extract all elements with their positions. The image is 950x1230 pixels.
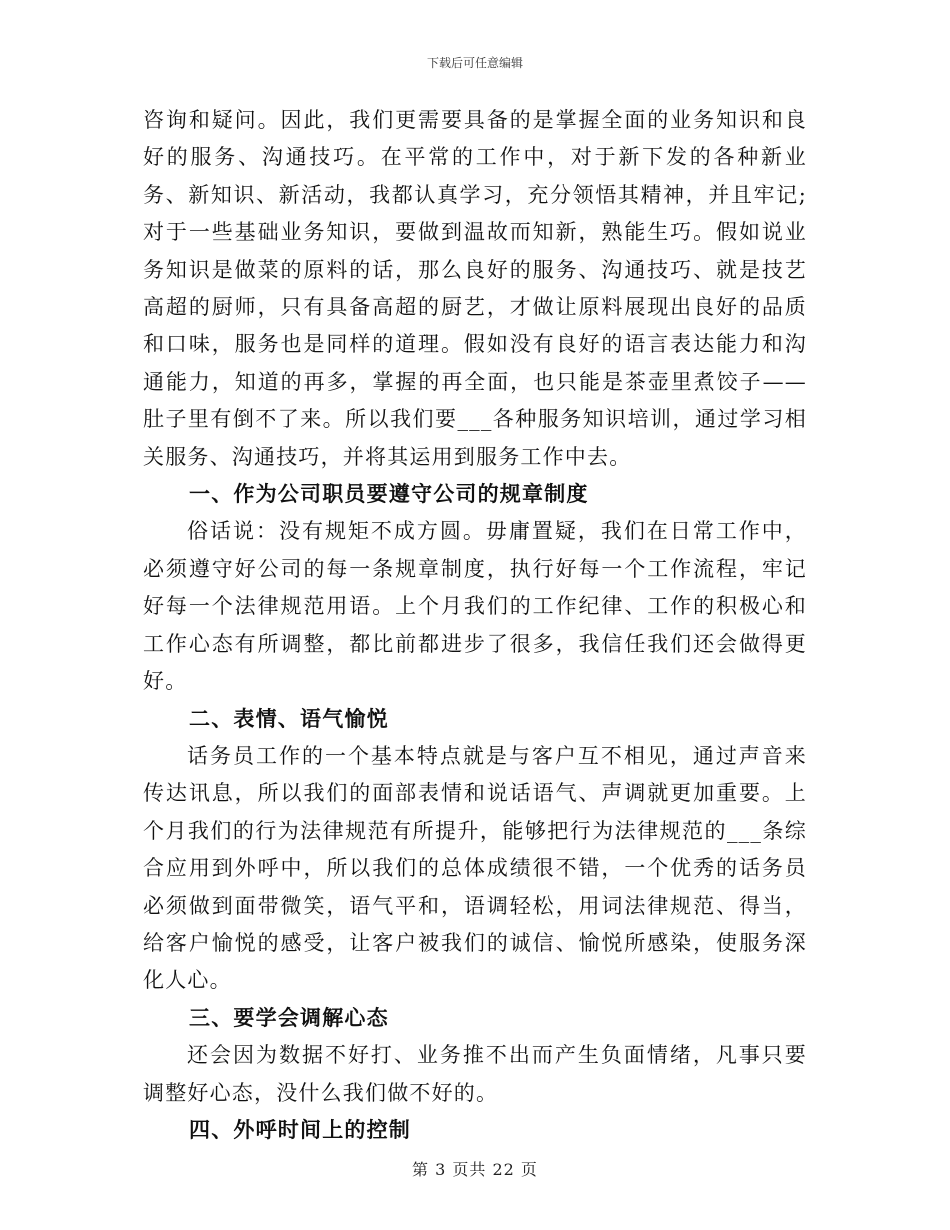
header-note: 下载后可任意编辑	[426, 56, 523, 70]
section-paragraph-3: 还会因为数据不好打、业务推不出而产生负面情绪，凡事只要调整好心态，没什么我们做不好的。	[143, 1043, 807, 1105]
page-number: 第 3 页共 22 页	[412, 1160, 538, 1179]
section-heading-2: 二、表情、语气愉悦	[189, 706, 389, 731]
document-body	[143, 102, 807, 1149]
section-heading-1: 一、作为公司职员要遵守公司的规章制度	[189, 482, 589, 507]
section-heading-4: 四、外呼时间上的控制	[189, 1117, 411, 1142]
section-paragraph-2: 话务员工作的一个基本特点就是与客户互不相见，通过声音来传达讯息，所以我们的面部表情和说话语气、声调就更加重要。上个月我们的行为法律规范有所提升，能够把行为法律规范的___条综合应用到外呼中，所以我们的总体成绩很不错，一个优秀的话务员必须做到面带微笑，语气平和，语调轻松，用词法律规范、得当，给客户愉悦的感受，让客户被我们的诚信、愉悦所感染，使服务深化人心。	[143, 743, 807, 993]
intro-paragraph: 咨询和疑问。因此，我们更需要具备的是掌握全面的业务知识和良好的服务、沟通技巧。在平常的工作中，对于新下发的各种新业务、新知识、新活动，我都认真学习，充分领悟其精神，并且牢记;对于一些基础业务知识，要做到温故而知新，熟能生巧。假如说业务知识是做菜的原料的话，那么良好的服务、沟通技巧、就是技艺高超的厨师，只有具备高超的厨艺，才做让原料展现出良好的品质和口味，服务也是同样的道理。假如没有良好的语言表达能力和沟通能力，知道的再多，掌握的再全面，也只能是茶壶里煮饺子——肚子里有倒不了来。所以我们要___各种服务知识培训，通过学习相关服务、沟通技巧，并将其运用到服务工作中去。	[143, 108, 807, 469]
section-heading-3: 三、要学会调解心态	[189, 1005, 389, 1030]
section-paragraph-1: 俗话说：没有规矩不成方圆。毋庸置疑，我们在日常工作中，必须遵守好公司的每一条规章制度，执行好每一个工作流程，牢记好每一个法律规范用语。上个月我们的工作纪律、工作的积极心和工作心态有所调整，都比前都进步了很多，我信任我们还会做得更好。	[143, 519, 807, 694]
